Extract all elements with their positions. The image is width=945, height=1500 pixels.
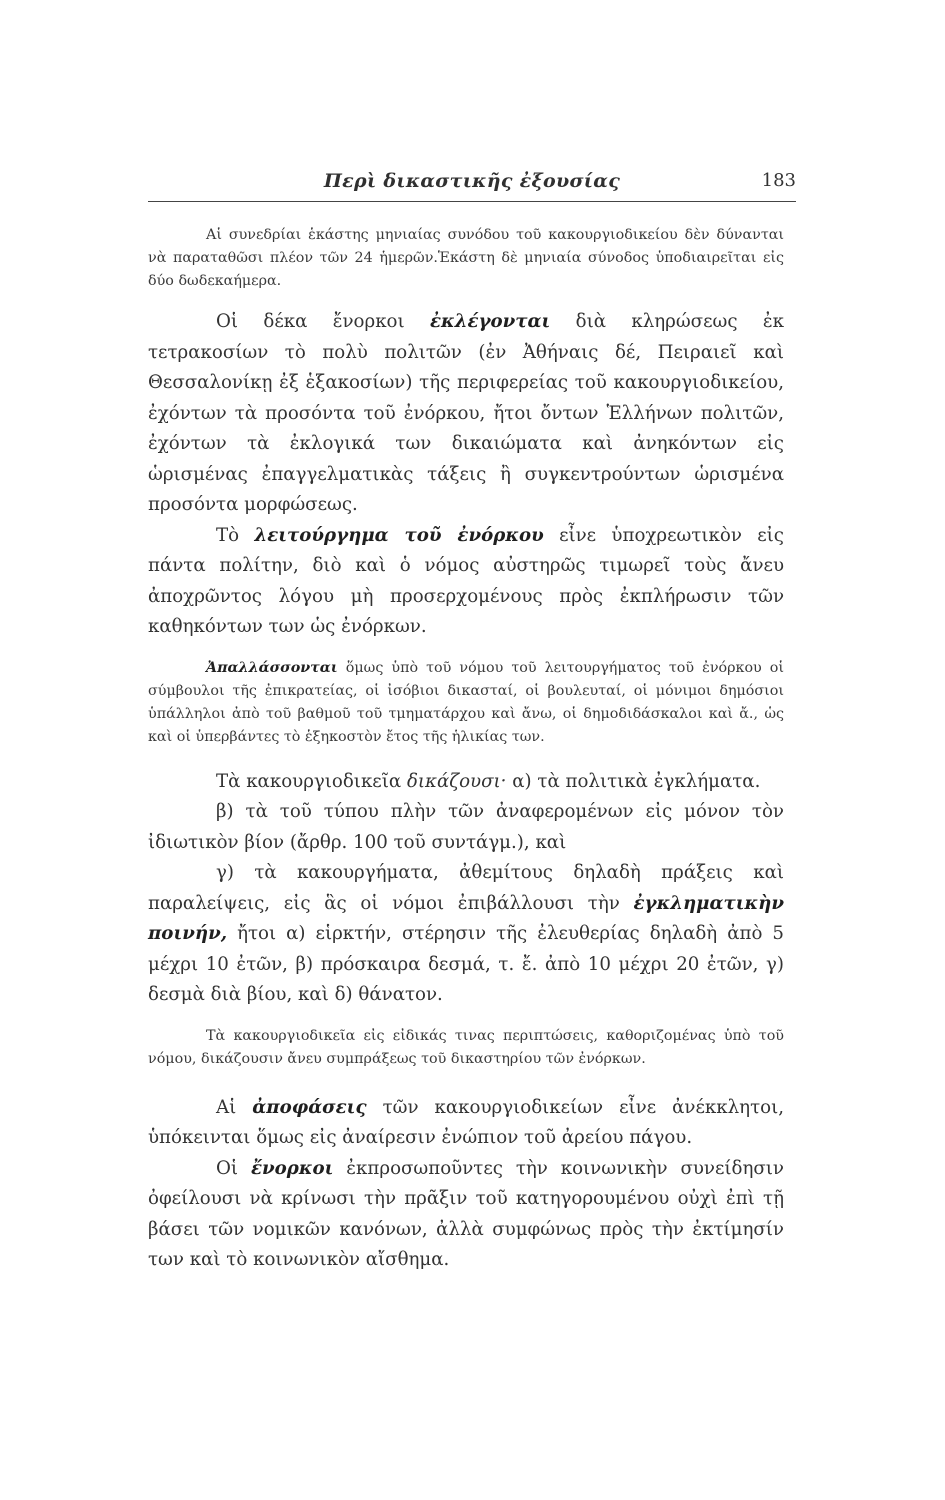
page-number: 183: [761, 170, 796, 191]
lead-text: γ) τὰ κακουργήματα, ἀθεμίτους δηλαδὴ πράξεις καὶ παραλείψεις, εἰς ἃς οἱ νόμοι ἐπιβάλλουσι τὴν: [148, 862, 784, 914]
paragraph-text: α) τὰ πολιτικὰ ἐγκλήματα.: [512, 770, 761, 792]
emphasis-term: ἀποφάσεις: [252, 1096, 367, 1118]
paragraph-jurisdiction-a: [148, 767, 784, 798]
paragraph-special-cases: [148, 1025, 784, 1071]
paragraph-jurisdiction-b: [148, 797, 784, 858]
paragraph-session-duration: [148, 224, 784, 293]
header-rule: [148, 201, 796, 202]
paragraph-text: ὅμως ὑπὸ τοῦ νόμου τοῦ λειτουργήματος τοῦ ἐνόρκου οἱ σύμβουλοι τῆς ἐπικρατείας, οἱ ἰσόβιοι δικασταί, οἱ βουλευταί, οἱ μόνιμοι δημόσιοι ὑπάλληλοι ἀπὸ τοῦ βαθμοῦ τοῦ τμηματάρχου καὶ ἄνω, οἱ δημοδιδάσκαλοι καὶ ἄ., ὡς καὶ οἱ ὑπερβάντες τὸ ἑξηκοστὸν ἔτος τῆς ἡλικίας των.: [148, 659, 785, 745]
paragraph-text: β) τὰ τοῦ τύπου πλὴν τῶν ἀναφερομένων εἰς μόνον τὸν ἰδιωτικὸν βίον (ἄρθρ. 100 τοῦ συντάγμ.), καὶ: [148, 801, 784, 853]
lead-text: Οἱ: [216, 1157, 239, 1179]
page-header: [148, 170, 796, 198]
lead-text: Τὸ: [216, 524, 240, 546]
paragraph-text: διὰ κληρώσεως ἐκ τετρακοσίων τὸ πολὺ πολιτῶν (ἐν Ἀθήναις δέ, Πειραιεῖ καὶ Θεσσαλονίκῃ ἐξ ἑξακοσίων) τῆς περιφερείας τοῦ κακουργιοδικείου, ἐχόντων τὰ προσόντα τοῦ ἐνόρκου, ἤτοι ὄντων Ἑλλήνων πολιτῶν, ἐχόντων τὰ ἐκλογικά των δικαιώματα καὶ ἀνηκόντων εἰς ὡρισμένας ἐπαγγελματικὰς τάξεις ἢ συγκεντρούντων ὡρισμένα προσόντα μορφώσεως.: [148, 311, 784, 515]
emphasis-term: Ἀπαλλάσσονται: [206, 659, 338, 676]
paragraph-jurors-judgement: [148, 1154, 784, 1276]
paragraph-text: ἤτοι α) εἱρκτήν, στέρησιν τῆς ἐλευθερίας δηλαδὴ ἀπὸ 5 μέχρι 10 ἐτῶν, β) πρόσκαιρα δεσμά, τ. ἔ. ἀπὸ 10 μέχρι 20 ἐτῶν, γ) δεσμὰ διὰ βίου, καὶ δ) θάνατον.: [148, 923, 784, 1005]
paragraph-text: Αἱ συνεδρίαι ἑκάστης μηνιαίας συνόδου τοῦ κακουργιοδικείου δὲν δύνανται νὰ παραταθῶσι πλέον τῶν 24 ἡμερῶν.Ἑκάστη δὲ μηνιαία σύνοδος ὑποδιαιρεῖται εἰς δύο δωδεκαήμερα.: [148, 227, 784, 289]
emphasis-term: λειτούργημα τοῦ ἐνόρκου: [254, 524, 544, 546]
body-text: [148, 224, 784, 1276]
paragraph-exemptions: [148, 657, 784, 749]
paragraph-text: Τὰ κακουργιοδικεῖα εἰς εἰδικάς τινας περιπτώσεις, καθοριζομένας ὑπὸ τοῦ νόμου, δικάζουσιν ἄνευ συμπράξεως τοῦ δικαστηρίου τῶν ἐνόρκων.: [148, 1027, 784, 1067]
running-title: Περὶ δικαστικῆς ἐξουσίας: [323, 170, 621, 192]
paragraph-text: εἶνε ὑποχρεωτικὸν εἰς πάντα πολίτην, διὸ καὶ ὁ νόμος αὐστηρῶς τιμωρεῖ τοὺς ἄνευ ἀποχρῶντος λόγου μὴ προσερχομένους πρὸς ἐκπλήρωσιν τῶν καθηκόντων των ὡς ἐνόρκων.: [148, 524, 784, 637]
emphasis-term: ἐγκληματικὴν ποινήν,: [148, 892, 784, 944]
emphasis-term: δικάζουσι·: [406, 770, 507, 792]
lead-text: Οἱ δέκα ἔνορκοι: [216, 311, 405, 332]
paragraph-text: ἐκπροσωποῦντες τὴν κοινωνικὴν συνείδησιν ὀφείλουσι νὰ κρίνωσι τὴν πρᾶξιν τοῦ κατηγορουμένου οὐχὶ ἐπὶ τῇ βάσει τῶν νομικῶν κανόνων, ἀλλὰ συμφώνως πρὸς τὴν ἐκτίμησίν των καὶ τὸ κοινωνικὸν αἴσθημα.: [148, 1157, 784, 1270]
paragraph-juror-duty: [148, 521, 784, 643]
paragraph-text: τῶν κακουργιοδικείων εἶνε ἀνέκκλητοι, ὑπόκεινται ὅμως εἰς ἀναίρεσιν ἐνώπιον τοῦ ἀρείου πάγου.: [148, 1096, 784, 1148]
emphasis-term: ἔνορκοι: [250, 1157, 334, 1179]
lead-text: Αἱ: [216, 1096, 237, 1118]
paragraph-juror-selection: [148, 307, 784, 521]
paragraph-jurisdiction-c: [148, 858, 784, 1011]
emphasis-term: ἐκλέγονται: [430, 311, 551, 332]
lead-text: Τὰ κακουργιοδικεῖα: [216, 770, 402, 792]
paragraph-decisions: [148, 1093, 784, 1154]
